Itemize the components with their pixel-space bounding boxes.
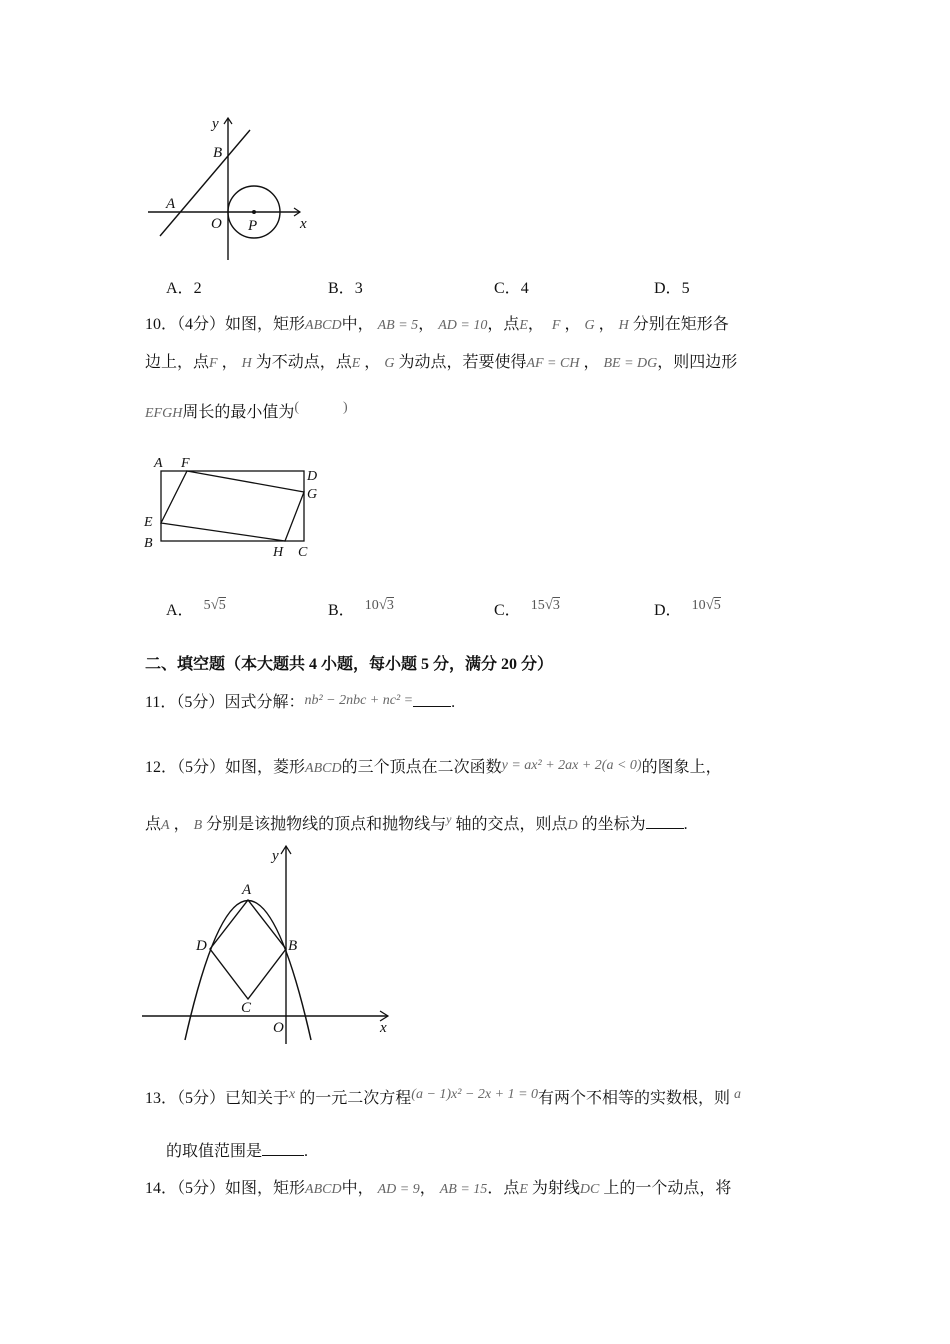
q9-center-point	[252, 210, 256, 214]
q13-answer-blank[interactable]	[262, 1141, 304, 1156]
q10-label-e: E	[144, 515, 153, 530]
q12-line1: 12．（5分）如图，菱形ABCD的三个顶点在二次函数y = ax² + 2ax + 2(a < 0)的图象上，	[145, 758, 722, 776]
option-value: 10√3	[364, 597, 394, 613]
q12-figure	[140, 842, 400, 1047]
q12-line2: 点A ， B 分别是该抛物线的顶点和抛物线与$^y$ 轴的交点，则点D 的坐标为 .	[145, 812, 688, 833]
section-heading: 二、填空题（本大题共 4 小题，每小题 5 分，满分 20 分）	[145, 656, 554, 673]
q12-label-o: O	[273, 1020, 284, 1036]
option-letter: B．	[328, 602, 355, 619]
option-value: 15√3	[530, 597, 560, 613]
q14-line1: 14．（5分）如图，矩形ABCD中， AD = 9， AB = 15．点E 为射线DC 上的一个动点，将	[145, 1180, 732, 1197]
q9-option-a[interactable]	[166, 278, 202, 300]
q10-label-g: G	[307, 487, 318, 502]
q10-quadrilateral-efgh	[161, 471, 304, 541]
q10-label-a: A	[154, 456, 163, 471]
q10-line1: 10．（4分）如图，矩形ABCD中， AB = 5， AD = 10，点E， F ， G ， H 分别在矩形各	[145, 316, 729, 333]
q12-answer-blank[interactable]	[646, 814, 684, 829]
q12-rhombus	[210, 900, 286, 999]
q10-option-b[interactable]	[328, 597, 394, 623]
option-letter: A．	[166, 602, 194, 619]
option-value: 3	[354, 280, 363, 297]
q10-line2: 边上，点F ， H 为不动点，点E ， G 为动点，若要使得AF = CH ， BE = DG，则四边形	[145, 354, 738, 371]
q12-label-d: D	[196, 938, 207, 954]
q10-label-b: B	[144, 536, 153, 551]
option-letter: D．	[654, 602, 682, 619]
q12-parabola	[185, 901, 311, 1041]
q10-line3: EFGH周长的最小值为( )	[145, 400, 348, 421]
q9-label-b: B	[213, 145, 223, 161]
q10-label-c: C	[298, 545, 308, 560]
q9-label-x: x	[300, 216, 307, 232]
q12-label-a: A	[242, 882, 252, 898]
q10-figure	[140, 452, 340, 564]
q12-label-y: y	[272, 848, 279, 864]
option-value: 4	[520, 280, 529, 297]
option-letter: C．	[494, 602, 521, 619]
option-value: 2	[193, 280, 202, 297]
q9-option-c[interactable]	[494, 278, 529, 300]
q10-label-d: D	[307, 469, 318, 484]
option-letter: D．	[654, 280, 682, 297]
q10-option-c[interactable]	[494, 597, 560, 623]
q10-label-f: F	[181, 456, 190, 471]
q9-label-p: P	[248, 218, 258, 234]
q10-option-d[interactable]	[654, 597, 721, 623]
q11-answer-blank[interactable]	[413, 692, 451, 707]
q10-label-h: H	[273, 545, 284, 560]
q13-line1: 13．（5分）已知关于x 的一元二次方程(a − 1)x² − 2x + 1 = 0有两个不相等的实数根，则 a	[145, 1087, 742, 1107]
q9-line-ab	[160, 130, 250, 236]
q9-option-d[interactable]	[654, 278, 690, 300]
q10-option-a[interactable]	[166, 597, 226, 623]
q12-label-b: B	[288, 938, 298, 954]
option-value: 5√5	[203, 597, 226, 613]
q13-line2: 的取值范围是 .	[166, 1143, 309, 1160]
option-value: 5	[681, 280, 690, 297]
option-letter: C．	[494, 280, 521, 297]
q9-option-b[interactable]	[328, 278, 363, 300]
option-value: 10√5	[691, 597, 721, 613]
option-letter: A．	[166, 280, 194, 297]
q9-label-o: O	[211, 216, 222, 232]
q12-label-x: x	[380, 1020, 387, 1036]
q9-label-a: A	[166, 196, 176, 212]
option-letter: B．	[328, 280, 355, 297]
q9-figure	[140, 110, 330, 265]
q11-line: 11．（5分）因式分解：nb² − 2nbc + nc² = .	[145, 693, 456, 711]
q12-label-c: C	[241, 1000, 252, 1016]
q9-label-y: y	[212, 116, 219, 132]
